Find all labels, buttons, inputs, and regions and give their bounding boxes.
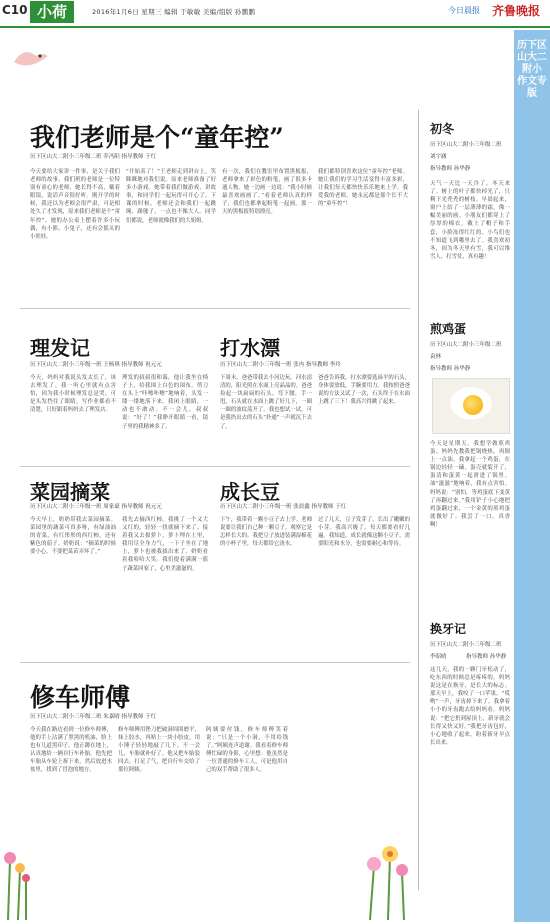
article-title: 打水漂 <box>220 336 280 360</box>
column-divider <box>418 110 419 890</box>
section-rule <box>20 466 410 467</box>
article-column: 过了几天，豆子发芽了，长出了嫩嫩的小芽。我高兴极了，每天都要看好几遍。我知道，成长就像这颗小豆子，需要阳光和水分，也需要耐心和等待。 <box>318 517 410 548</box>
article-column: 今天我在路边看到一位修车师傅，他的手上沾满了黑黑的机油，脸上也有几道黑印子。他正蹲在地上，认真地给一辆自行车补胎。他先把车胎从车轮上拆下来，然后放进水盆里，找到了冒泡的地方。 <box>30 727 112 774</box>
page-number: C10 <box>2 3 28 17</box>
article-byline: 历下区山大二附小三年级二班 <box>430 642 502 648</box>
article-byline: 历下区山大二附小三年级二班 <box>430 142 502 148</box>
article-author: 刘宇涵 <box>430 154 447 160</box>
flowers-illustration <box>0 820 34 920</box>
article-column: 修车师傅用锉刀把破洞周围磨平，抹上胶水，再贴上一块小胶皮，用小锤子轻轻地敲了几下。不一会儿，车胎就补好了。他又把车胎装回去，打足了气，把自行车交给了那位阿姨。 <box>118 727 200 774</box>
article-title: 菜园摘菜 <box>30 480 110 504</box>
article-teacher: 指导教师 孙华静 <box>430 366 471 372</box>
sidebar-label: 历下区 山大二附小 作文专版 <box>517 40 547 99</box>
article-column: 今天早上，奶奶带我去菜园摘菜。菜园里的蔬菜可真多呀，有绿油油的青菜，有红彤彤的西红柿，还有紫色的茄子。奶奶说：“摘菜的时候要小心，不要把菜苗弄坏了。” <box>30 517 116 556</box>
article-author: 袁林 <box>430 354 442 360</box>
article-byline: 历下区山大二附小三年级一班 王杨琪 指导教师 祝元元 <box>30 362 162 368</box>
article-byline: 历下区山大二附小三年级一班 周家豪 指导教师 祝元元 <box>30 504 162 510</box>
article-byline: 历下区山大二附小三年级一班 张冉 指导教师 李玲 <box>220 362 341 368</box>
article-title: 成长豆 <box>220 480 280 504</box>
article-column: 下周末，爸爸带我去小河边玩。河水清清的，阳光照在水面上亮晶晶的。爸爸捡起一块扁扁的石头，弯下腰，手一甩，石头就在水面上跳了好几下，一圈一圈的波纹荡开了。我也想试一试，可是我扔出去的石头“扑通”一声就沉下去了。 <box>220 375 312 430</box>
article-body: 这几天，我的一颗门牙松动了，吃东西的时候总是疼疼的。妈妈说这是在换牙，是长大的标志。那天早上，我咬了一口苹果，“哎哟”一声，牙齿掉下来了。我拿着小小的牙齿跑去给妈妈看。妈妈说：“把它扔到屋顶上，新牙就会长得又快又好。”我把牙齿包好，小心地收了起来，盼着新牙早点长出来。 <box>430 667 510 746</box>
article-column: 我先去摘西红柿。我挑了一个又大又红的，轻轻一扭就摘下来了。接着我又去拔萝卜，萝卜埋在土里，我用尽全身力气，一下子坐在了地上，萝卜也被我拔出来了。奶奶看着我哈哈大笑。我们提着满满一篮子蔬菜回家了，心里美滋滋的。 <box>122 517 208 572</box>
article-byline: 历下区山大二附小三年级一班 张晨鑫 指导教师 于红 <box>220 504 347 510</box>
article-byline: 历下区山大二附小三年级二班 乔冯阳 指导教师 于红 <box>30 154 157 160</box>
article-byline: 历下区山大二附小三年级二班 <box>430 342 502 348</box>
article-title: 修车师傅 <box>30 683 131 712</box>
article-column: 有一次，我们在教室里布置黑板报，老师拿来了彩色的粉笔，画了很多卡通人物。她一边画一边说：“我小时候最喜欢画画了。”看着老师认真的样子，我们也都拿起粉笔一起画。那一天的黑板报特别漂亮。 <box>222 169 312 216</box>
flowers-illustration <box>360 836 414 920</box>
article-column: “开始表了！”王老师走到讲台上，笑眯眯地对我们说。原来老师准备了好多小游戏。她带着我们做游戏、讲故事，和同学们一起玩得可开心了。下课的时候，老师还会和我们一起跳绳、踢毽子，一点也不像大人。同学们都说，老师就像我们的大姐姐。 <box>126 169 216 224</box>
date-line: 2016年1月6日 星期三 编辑 于敏敏 美编/组版 孙鹏鹏 <box>92 8 256 16</box>
sidebar-banner <box>514 30 550 922</box>
egg-yolk <box>463 395 483 415</box>
article-body: 天气一天比一天冷了，冬天来了。树上的叶子都快掉光了，只剩下光秃秃的树枝。早晨起来，窗户上结了一层薄薄的霜，像一幅美丽的画。小朋友们都穿上了厚厚的棉衣，戴上了帽子和手套，小脸冻得红红的。小鸟们也不知道飞到哪里去了。我喜欢初冬，因为冬天里有雪，我可以堆雪人、打雪仗，真有趣！ <box>430 181 510 260</box>
article-column: 今天，妈妈对我说头发太长了，该去理发了。我一听心里就有点害怕，因为我小时候理发总是哭。可是头发挡住了眼睛，写作业都看不清楚，只好跟着妈妈去了理发店。 <box>30 375 116 414</box>
article-column: 下午，我带着一颗小豆子去上学。老师说要让我们自己种一颗豆子，观察它是怎样长大的。我把豆子放进装满湿棉花的小杯子里，每天都给它浇水。 <box>220 517 312 548</box>
article-title: 煎鸡蛋 <box>430 322 467 336</box>
article-teacher: 指导教师 孙华静 <box>430 166 471 172</box>
article-title: 理发记 <box>30 336 90 360</box>
brand-subtitle: 今日晨报 <box>448 6 480 15</box>
article-author: 李昭晴 <box>430 654 447 660</box>
bird-icon <box>10 42 50 72</box>
article-column: 我们都特别喜欢这位“童年控”老师。她让我们的学习生活变得丰富多彩，让我们每天都快快乐乐地来上学。我爱我的老师，她永远都是那个长不大的“童年控”！ <box>318 169 408 208</box>
article-title: 初冬 <box>430 122 455 136</box>
fried-egg-photo <box>432 378 510 434</box>
article-byline: 历下区山大二附小三年级二班 朱嘉晴 指导教师 于红 <box>30 714 157 720</box>
article-body: 今天是星期天，我想学做煎鸡蛋。妈妈先教我把锅烧热，再倒上一点油。我拿起一个鸡蛋，在锅边轻轻一磕，蛋壳就裂开了，蛋清和蛋黄一起滑进了锅里。油“滋滋”地响着，我有点害怕。妈妈说：“别怕，等鸡蛋底下变黄了再翻过来。”我用铲子小心地把鸡蛋翻过来，一个金黄的煎鸡蛋就做好了。我尝了一口，真香啊！ <box>430 441 510 528</box>
article-title: 我们老师是个“童年控” <box>30 123 284 152</box>
article-column: 今天要给大家讲一件事，是关于我们老师的故事。我们班的老师是一位特别有童心的老师，她长得不高，戴着眼镜，说话声音很好听。刚开学的时候，我还以为老师会很严肃，可是相处久了才发现，原来我们老师是个“童年控”。她的办公桌上摆着许多小玩偶，有小熊、小兔子，还有会摇头的小娃娃。 <box>30 169 120 240</box>
header-rule <box>0 26 550 28</box>
section-rule <box>20 308 410 309</box>
article-column: 阿姨要付钱，修车师傅笑着说：“只是一个小洞，不用给钱了。”阿姨连声道谢。我看着修车师傅忙碌的身影，心里想：他虽然是一位普通的修车工人，可是他用自己的双手帮助了很多人。 <box>206 727 288 774</box>
newspaper-brand: 齐鲁晚报 <box>492 4 541 18</box>
article-column: 理发的叔叔很和蔼，他让我坐在椅子上，给我围上白色的围布。剪刀在头上“咔嚓咔嚓”地响着，头发一缕一缕地落下来。我闭上眼睛，一动也不敢动。不一会儿，叔叔说：“好了！”我睁开眼睛一看，镜子里的我精神多了。 <box>122 375 208 430</box>
section-rule <box>20 662 410 663</box>
article-column: 爸爸告诉我，打水漂要选扁平的石头，身体要放低，手腕要用力。我按照爸爸说的方法又试了一次，石头终于在水面上跳了三下！我高兴得跳了起来。 <box>318 375 410 406</box>
section-tag: 小荷 <box>30 1 74 23</box>
article-teacher: 指导教师 孙华静 <box>466 654 507 660</box>
page-header <box>0 0 550 28</box>
article-title: 换牙记 <box>430 622 467 636</box>
